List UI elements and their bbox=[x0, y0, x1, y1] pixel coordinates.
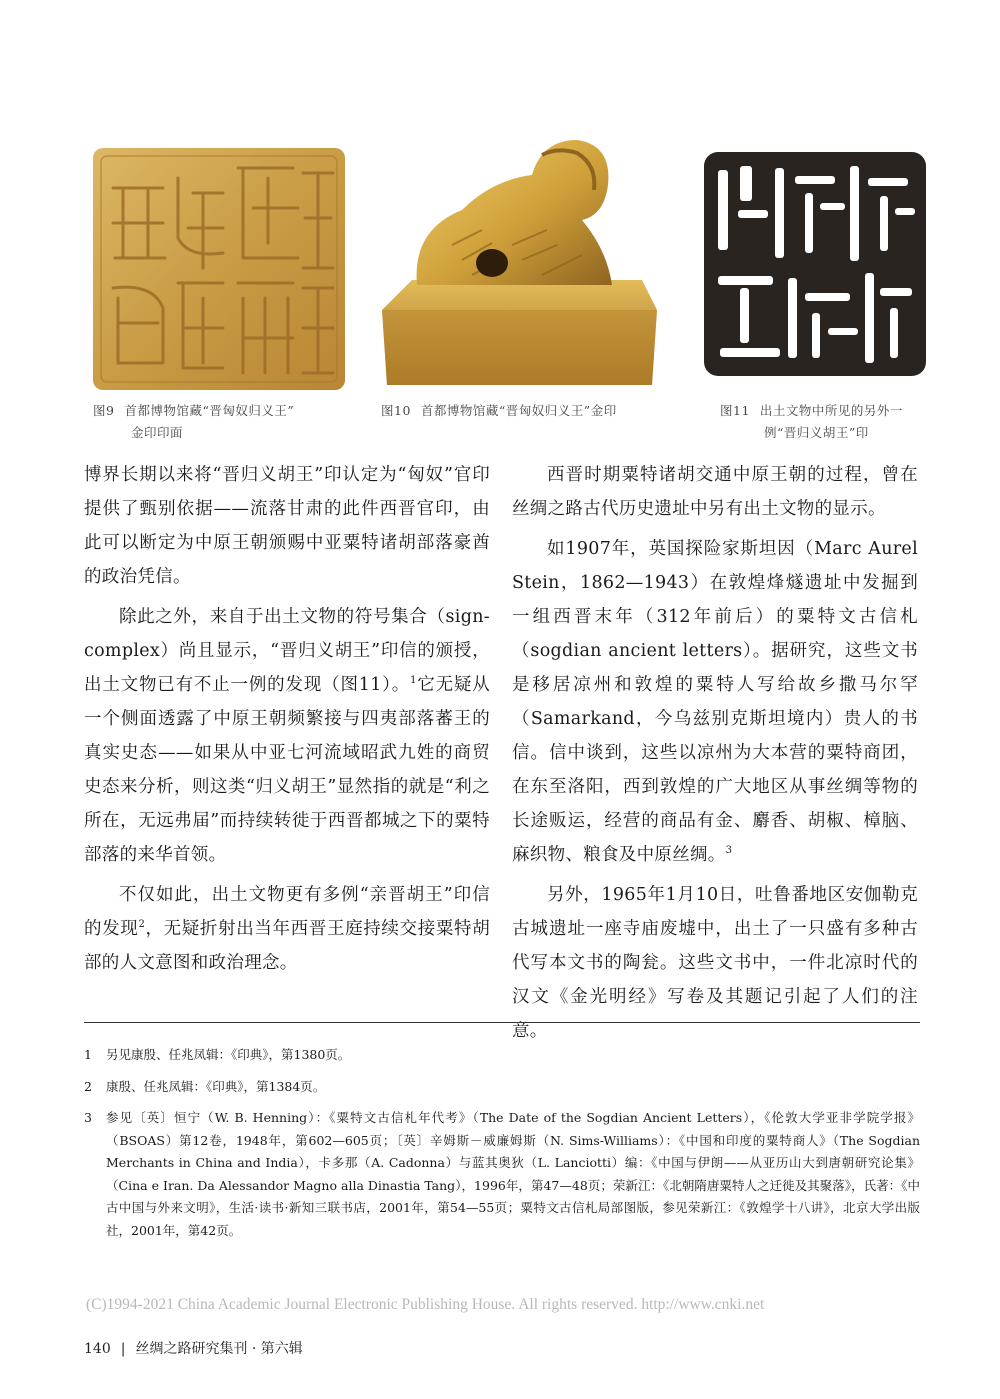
right-paragraph-2 bbox=[512, 532, 918, 872]
footnotes bbox=[84, 1044, 920, 1251]
footnote-2-number: 2 bbox=[84, 1078, 92, 1094]
footnote-3-text: 参见〔英〕恒宁（W. B. Henning）：《粟特文古信札年代考》（The Date of the Sogdian Ancient Letters），《伦敦大学亚非学院学报》（BSOAS）第12卷，1948年，第602—605页；〔英〕辛姆斯－威廉姆斯（N. Sims-Williams）：《中国和印度的粟特商人》（The Sogdian Merchants in China and India），卡多那（A. Cadonna）与蓝其奥狄（L. Lanciotti）编：《中国与伊朗——从亚历山大到唐朝研究论集》（Cina e Iran. Da Alessandor Magno alla Dinastia Tang），1996年，第47—48页；荣新江：《北朝隋唐粟特人之迁徙及其聚落》，氏著：《中古中国与外来文明》，生活·读书·新知三联书店，2001年，第54—55页；粟特文古信札局部图版，参见荣新江：《敦煌学十八讲》，北京大学出版社，2001年，第42页。 bbox=[106, 1110, 920, 1238]
footnote-2-text: 康殷、任兆凤辑：《印典》，第1384页。 bbox=[106, 1078, 326, 1094]
footnote-ref-1[interactable]: 1 bbox=[410, 675, 417, 687]
figure-11-caption-line-2: 例“晋归义胡王”印 bbox=[764, 425, 869, 440]
figure-9-number: 图9 bbox=[93, 403, 115, 418]
footer-divider: | bbox=[120, 1341, 126, 1357]
left-column bbox=[84, 458, 490, 986]
journal-title: 丝绸之路研究集刊 · 第六辑 bbox=[135, 1341, 303, 1357]
figure-11-image bbox=[700, 148, 930, 380]
footnote-1-number: 1 bbox=[84, 1047, 92, 1062]
figure-11-number: 图11 bbox=[720, 403, 750, 418]
figure-11-caption-line-1: 出土文物中所见的另外一 bbox=[759, 403, 903, 418]
footnote-3-number: 3 bbox=[84, 1110, 92, 1125]
figure-9-caption bbox=[93, 400, 353, 444]
figure-9-caption-line-1: 首都博物馆藏“晋匈奴归义王” bbox=[124, 403, 295, 418]
page-footer bbox=[84, 1338, 303, 1358]
footnote-ref-2[interactable]: 2 bbox=[138, 919, 146, 931]
figure-11-caption bbox=[720, 400, 940, 444]
left-paragraph-3-text-after: ，无疑折射出当年西晋王庭持续交接粟特胡部的人文意图和政治理念。 bbox=[84, 919, 490, 973]
right-paragraph-1-text: 西晋时期粟特诸胡交通中原王朝的过程，曾在丝绸之路古代历史遗址中另有出土文物的显示。 bbox=[512, 465, 918, 519]
figure-10-number: 图10 bbox=[381, 403, 411, 418]
figure-9-caption-line-2: 金印印面 bbox=[131, 425, 184, 440]
footnote-1-text: 另见康殷、任兆凤辑：《印典》，第1380页。 bbox=[106, 1047, 351, 1062]
footnote-1 bbox=[84, 1044, 920, 1067]
figure-10-caption bbox=[381, 400, 681, 422]
footnote-3 bbox=[84, 1107, 920, 1242]
right-paragraph-3-text: 另外，1965年1月10日，吐鲁番地区安伽勒克古城遗址一座寺庙废墟中，出土了一只盛有多种古代写本文书的陶瓮。这些文书中，一件北凉时代的汉文《金光明经》写卷及其题记引起了人们的注意。 bbox=[512, 885, 918, 1041]
figure-9-image bbox=[93, 148, 345, 390]
left-paragraph-2 bbox=[84, 600, 490, 872]
left-paragraph-2-text: 除此之外，来自于出土文物的符号集合（sign-complex）尚且显示，“晋归义胡王”印信的颁授，出土文物已有不止一例的发现（图11）。 bbox=[84, 607, 490, 695]
left-paragraph-3-text: 不仅如此，出土文物更有多例“亲晋胡王”印信的发现 bbox=[84, 885, 490, 939]
right-column bbox=[512, 458, 918, 1054]
copyright-watermark: (C)1994-2021 China Academic Journal Electronic Publishing House. All rights reserved. http://www.cnki.net bbox=[86, 1296, 765, 1313]
page-number: 140 bbox=[84, 1341, 111, 1357]
left-paragraph-1 bbox=[84, 458, 490, 594]
left-paragraph-2-text-after: 它无疑从一个侧面透露了中原王朝频繁接与四夷部落蕃王的真实史态——如果从中亚七河流域昭武九姓的商贸史态来分析，则这类“归义胡王”显然指的就是“利之所在，无远弗届”而持续转徙于西晋都城之下的粟特部落的来华首领。 bbox=[84, 675, 491, 865]
figure-10-image bbox=[372, 135, 662, 395]
footnote-divider bbox=[84, 1022, 920, 1023]
figure-10-caption-line-1: 首都博物馆藏“晋匈奴归义王”金印 bbox=[420, 403, 617, 418]
footnote-ref-3[interactable]: 3 bbox=[725, 845, 733, 857]
footnote-2 bbox=[84, 1076, 920, 1099]
left-paragraph-1-text: 博界长期以来将“晋归义胡王”印认定为“匈奴”官印提供了甄别依据——流落甘肃的此件西晋官印，由此可以断定为中原王朝颁赐中亚粟特诸胡部落豪酋的政治凭信。 bbox=[84, 465, 490, 587]
right-paragraph-1 bbox=[512, 458, 918, 526]
right-paragraph-2-text: 如1907年，英国探险家斯坦因（Marc Aurel Stein，1862—1943）在敦煌烽燧遗址中发掘到一组西晋末年（312年前后）的粟特文古信札（sogdian ancient letters）。据研究，这些文书是移居凉州和敦煌的粟特人写给故乡撒马尔罕（Samarkand，今乌兹别克斯坦境内）贵人的书信。信中谈到，这些以凉州为大本营的粟特商团，在东至洛阳，西到敦煌的广大地区从事丝绸等物的长途贩运，经营的商品有金、麝香、胡椒、樟脑、麻织物、粮食及中原丝绸。 bbox=[512, 539, 918, 865]
left-paragraph-3 bbox=[84, 878, 490, 980]
